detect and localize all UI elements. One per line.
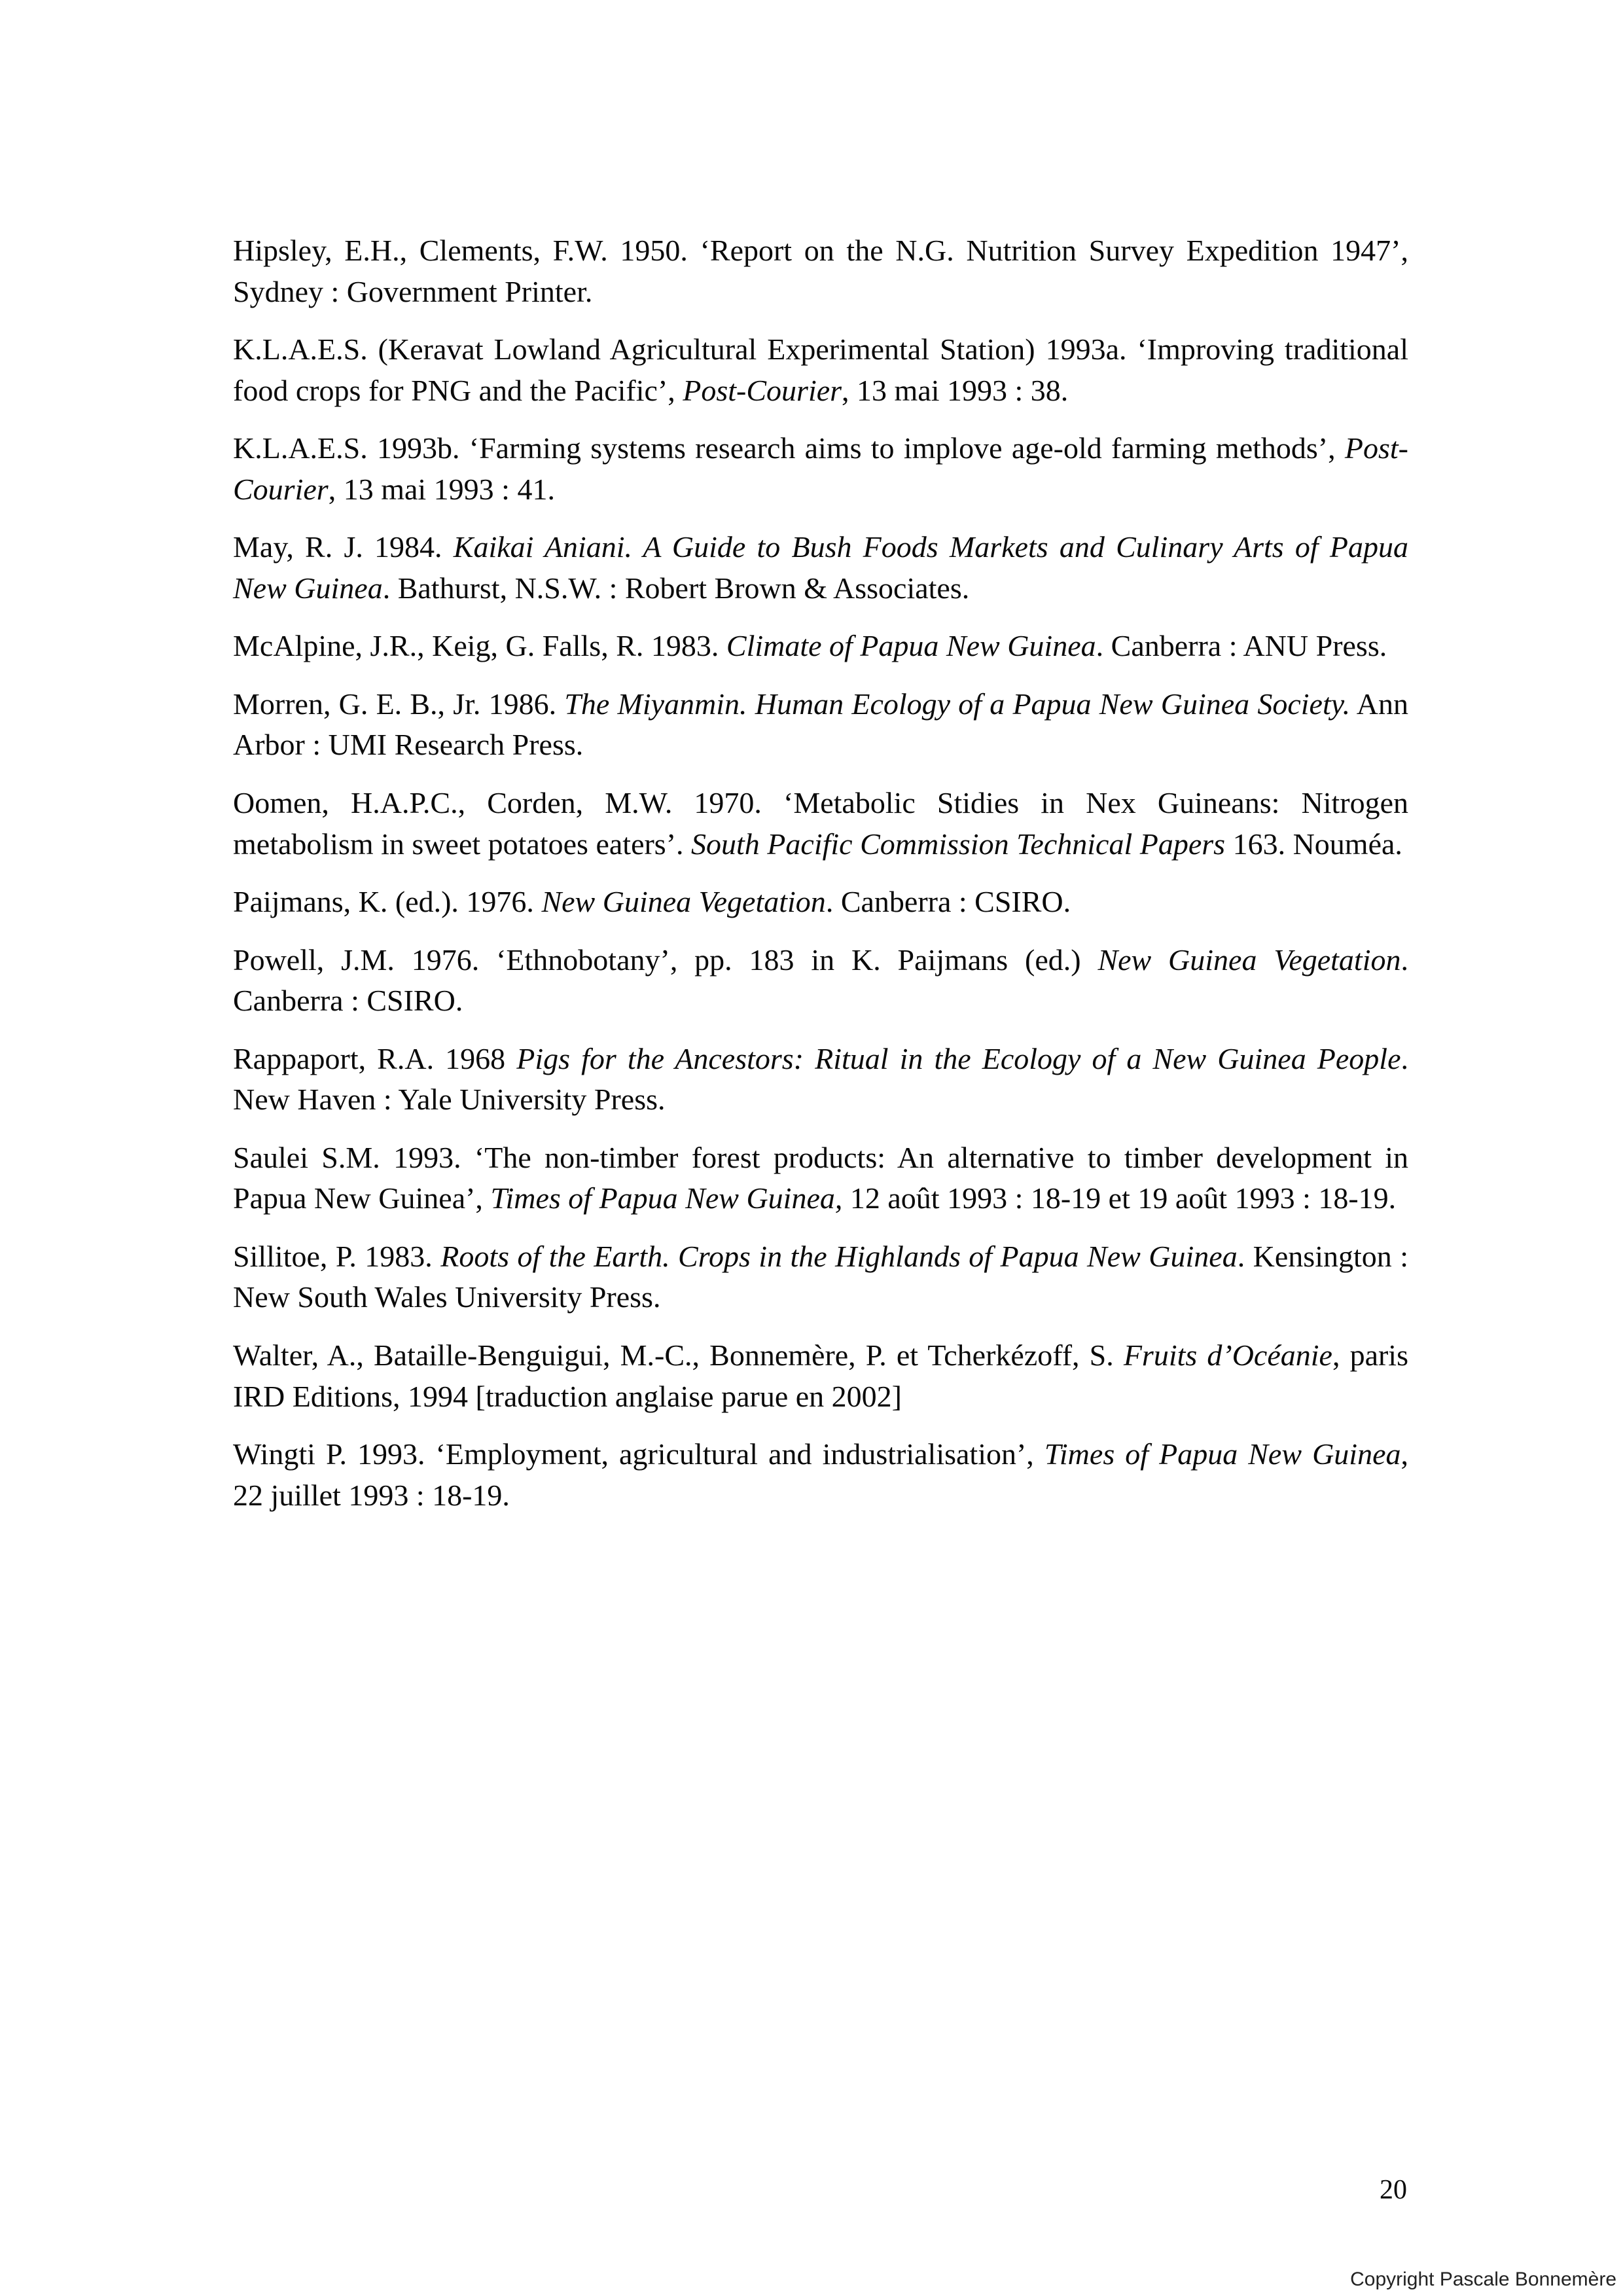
reference-text: Ann Arbor : UMI Research Press. (233, 687, 1409, 762)
reference-text: Morren, G. E. B., Jr. 1986. (233, 687, 565, 721)
reference-text: , 13 mai 1993 : 38. (842, 373, 1069, 407)
reference-list (233, 230, 1408, 1533)
reference-text: Oomen, H.A.P.C., Corden, M.W. 1970. ‘Metabolic Stidies in Nex Guineans: Nitrogen metabolism in sweet potatoes eaters’. (233, 786, 1408, 861)
reference-item (233, 783, 1408, 865)
reference-text: Saulei S.M. 1993. ‘The non-timber forest products: An alternative to timber development in Papua New Guinea’, (233, 1140, 1408, 1215)
reference-text: Hipsley, E.H., Clements, F.W. 1950. ‘Report on the N.G. Nutrition Survey Expedition 1947’, Sydney : Government Printer. (233, 234, 1408, 308)
reference-text: Walter, A., Bataille-Benguigui, M.-C., Bonnemère, P. et Tcherkézoff, S. (233, 1338, 1124, 1372)
reference-item (233, 1434, 1408, 1516)
reference-title-italic: New Guinea Vegetation (1097, 942, 1401, 977)
reference-item (233, 1138, 1408, 1219)
reference-title-italic: New Guinea Vegetation (541, 885, 826, 919)
reference-title-italic: Fruits d’Océanie (1123, 1338, 1332, 1372)
reference-text: McAlpine, J.R., Keig, G. Falls, R. 1983. (233, 629, 726, 663)
copyright-notice: Copyright Pascale Bonnemère (1350, 2269, 1616, 2290)
reference-text: Wingti P. 1993. ‘Employment, agricultural and industrialisation’, (233, 1437, 1044, 1471)
reference-item (233, 1236, 1408, 1318)
reference-item (233, 527, 1408, 609)
reference-text: Paijmans, K. (ed.). 1976. (233, 885, 542, 919)
reference-text: . Bathurst, N.S.W. : Robert Brown & Associates. (382, 571, 970, 605)
reference-item (233, 230, 1408, 312)
reference-title-italic: Roots of the Earth. Crops in the Highlands of Papua New Guinea (440, 1239, 1238, 1273)
reference-item (233, 684, 1408, 766)
reference-text: . Canberra : CSIRO. (825, 885, 1071, 919)
reference-title-italic: Post-Courier (233, 431, 1408, 506)
reference-text: 12 août 1993 : 18-19 et 19 août 1993 : 18-19. (842, 1181, 1397, 1215)
reference-title-italic: South Pacific Commission Technical Papers (691, 827, 1226, 861)
reference-item (233, 1335, 1408, 1417)
reference-text: K.L.A.E.S. (Keravat Lowland Agricultural Experimental Station) 1993a. ‘Improving traditional food crops for PNG and the Pacific’, (233, 332, 1408, 407)
reference-text: 163. Nouméa. (1225, 827, 1402, 861)
reference-text: . Canberra : ANU Press. (1096, 629, 1387, 663)
reference-text: . Canberra : CSIRO. (233, 942, 1408, 1018)
reference-text: Sillitoe, P. 1983. (233, 1239, 441, 1273)
reference-title-italic: Climate of Papua New Guinea (726, 629, 1096, 663)
reference-title-italic: The Miyanmin. Human Ecology of a Papua New Guinea Society. (564, 687, 1351, 721)
reference-item (233, 882, 1408, 923)
reference-text: Powell, J.M. 1976. ‘Ethnobotany’, pp. 183 in K. Paijmans (ed.) (233, 942, 1098, 977)
reference-item (233, 1039, 1408, 1121)
reference-item (233, 329, 1408, 411)
reference-text: . New Haven : Yale University Press. (233, 1041, 1408, 1117)
reference-text: K.L.A.E.S. 1993b. ‘Farming systems research aims to implove age-old farming methods’, (233, 431, 1345, 465)
reference-item (233, 428, 1408, 510)
reference-text: . Kensington : New South Wales University Press. (233, 1239, 1408, 1314)
reference-item (233, 940, 1408, 1022)
reference-title-italic: Times of Papua New Guinea, (490, 1181, 843, 1215)
reference-text: , 13 mai 1993 : 41. (328, 472, 555, 506)
reference-title-italic: Kaikai Aniani. A Guide to Bush Foods Markets and Culinary Arts of Papua New Guinea (233, 530, 1408, 605)
reference-title-italic: Pigs for the Ancestors: Ritual in the Ecology of a New Guinea People (516, 1041, 1401, 1075)
reference-title-italic: Post-Courier (683, 373, 842, 407)
page-number: 20 (1380, 2175, 1407, 2205)
reference-text: Rappaport, R.A. 1968 (233, 1041, 517, 1075)
reference-title-italic: Times of Papua New Guinea (1044, 1437, 1401, 1471)
reference-text: , 22 juillet 1993 : 18-19. (233, 1437, 1408, 1512)
reference-item (233, 626, 1408, 667)
reference-text: , paris IRD Editions, 1994 [traduction anglaise parue en 2002] (233, 1338, 1408, 1413)
reference-text: May, R. J. 1984. (233, 530, 454, 564)
